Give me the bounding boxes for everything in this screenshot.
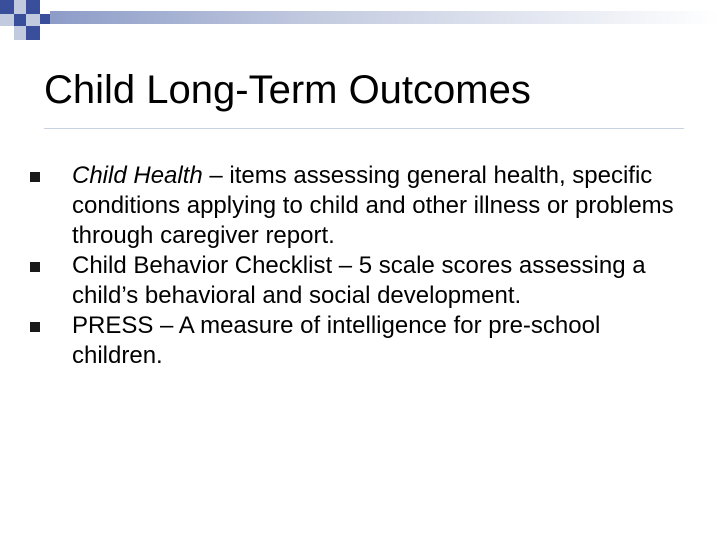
header-gradient-bar	[50, 11, 720, 24]
deco-square	[0, 0, 14, 14]
deco-square	[14, 14, 26, 26]
square-bullet-icon	[30, 262, 40, 272]
square-bullet-icon	[30, 172, 40, 182]
bullet-item-press	[72, 311, 692, 371]
header-decoration	[0, 0, 720, 50]
bullet-item-behavior-checklist	[72, 251, 692, 311]
deco-square	[14, 26, 26, 40]
square-bullet-icon	[30, 322, 40, 332]
deco-square	[26, 14, 40, 26]
deco-square	[0, 14, 14, 26]
title-divider	[44, 128, 684, 129]
bullet-term: Child Health	[72, 162, 203, 189]
bullet-text: PRESS – A measure of intelligence for pre-school children.	[72, 312, 601, 369]
deco-square	[26, 0, 40, 14]
bullet-list	[72, 161, 692, 371]
bullet-text: – items assessing general health, specific conditions applying to child and other illness or problems through caregiver report.	[72, 162, 674, 249]
deco-square	[14, 0, 26, 14]
bullet-text: Child Behavior Checklist – 5 scale scores assessing a child’s behavioral and social development.	[72, 252, 646, 309]
slide-title: Child Long-Term Outcomes	[44, 68, 531, 112]
bullet-item-child-health	[72, 161, 692, 251]
deco-square	[26, 26, 40, 40]
deco-square	[40, 14, 50, 24]
